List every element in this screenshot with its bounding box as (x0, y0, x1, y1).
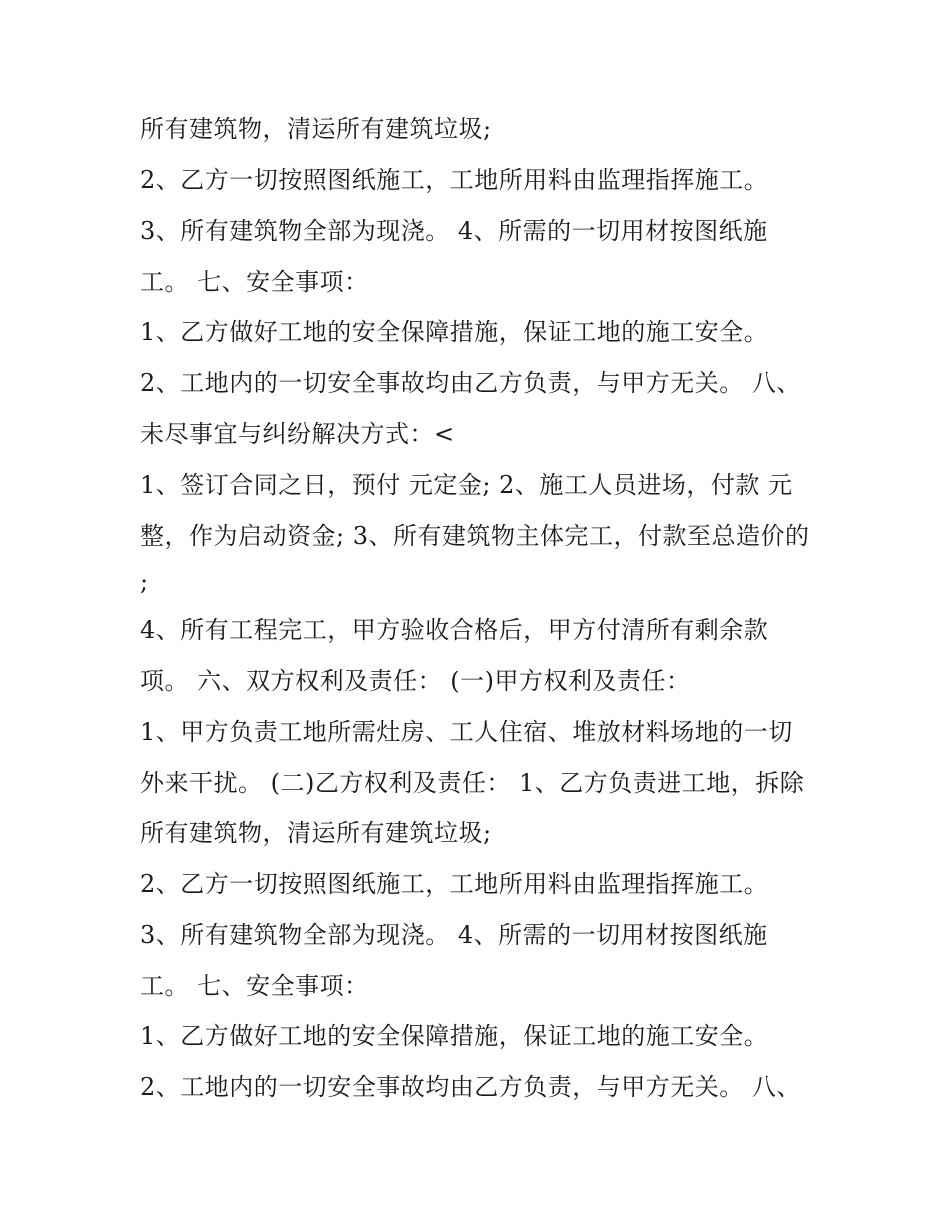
text-line: 2、乙方一切按照图纸施工，工地所用料由监理指挥施工。 (140, 870, 769, 898)
text-line: 外来干扰。 (二)乙方权利及责任： 1、乙方负责进工地，拆除 (140, 769, 805, 797)
text-line: 工。 七、安全事项： (140, 972, 369, 1000)
text-line: 2、工地内的一切安全事故均由乙方负责，与甲方无关。 八、 (140, 1073, 801, 1101)
text-line: 2、工地内的一切安全事故均由乙方负责，与甲方无关。 八、 (140, 369, 801, 397)
text-line: 1、乙方做好工地的安全保障措施，保证工地的施工安全。 (140, 318, 769, 346)
text-line: 2、乙方一切按照图纸施工，工地所用料由监理指挥施工。 (140, 166, 769, 194)
text-line: ; (140, 568, 149, 596)
text-line: 1、甲方负责工地所需灶房、工人住宿、堆放材料场地的一切 (140, 718, 793, 746)
text-line: 4、所有工程完工，甲方验收合格后，甲方付清所有剩余款 (140, 616, 769, 644)
text-line: 工。 七、安全事项： (140, 268, 369, 296)
text-line: 3、所有建筑物全部为现浇。 4、所需的一切用材按图纸施 (140, 217, 768, 245)
text-line: 未尽事宜与纠纷解决方式：< (140, 420, 455, 448)
text-line: 所有建筑物，清运所有建筑垃圾; (140, 115, 492, 143)
text-line: 1、乙方做好工地的安全保障措施，保证工地的施工安全。 (140, 1022, 769, 1050)
text-line: 所有建筑物，清运所有建筑垃圾; (140, 819, 492, 847)
text-line: 整，作为启动资金; 3、所有建筑物主体完工，付款至总造价的 (140, 522, 810, 550)
text-line: 项。 六、双方权利及责任： (一)甲方权利及责任： (140, 667, 691, 695)
text-line: 1、签订合同之日，预付 元定金; 2、施工人员进场，付款 元 (140, 471, 793, 499)
text-line: 3、所有建筑物全部为现浇。 4、所需的一切用材按图纸施 (140, 921, 768, 949)
